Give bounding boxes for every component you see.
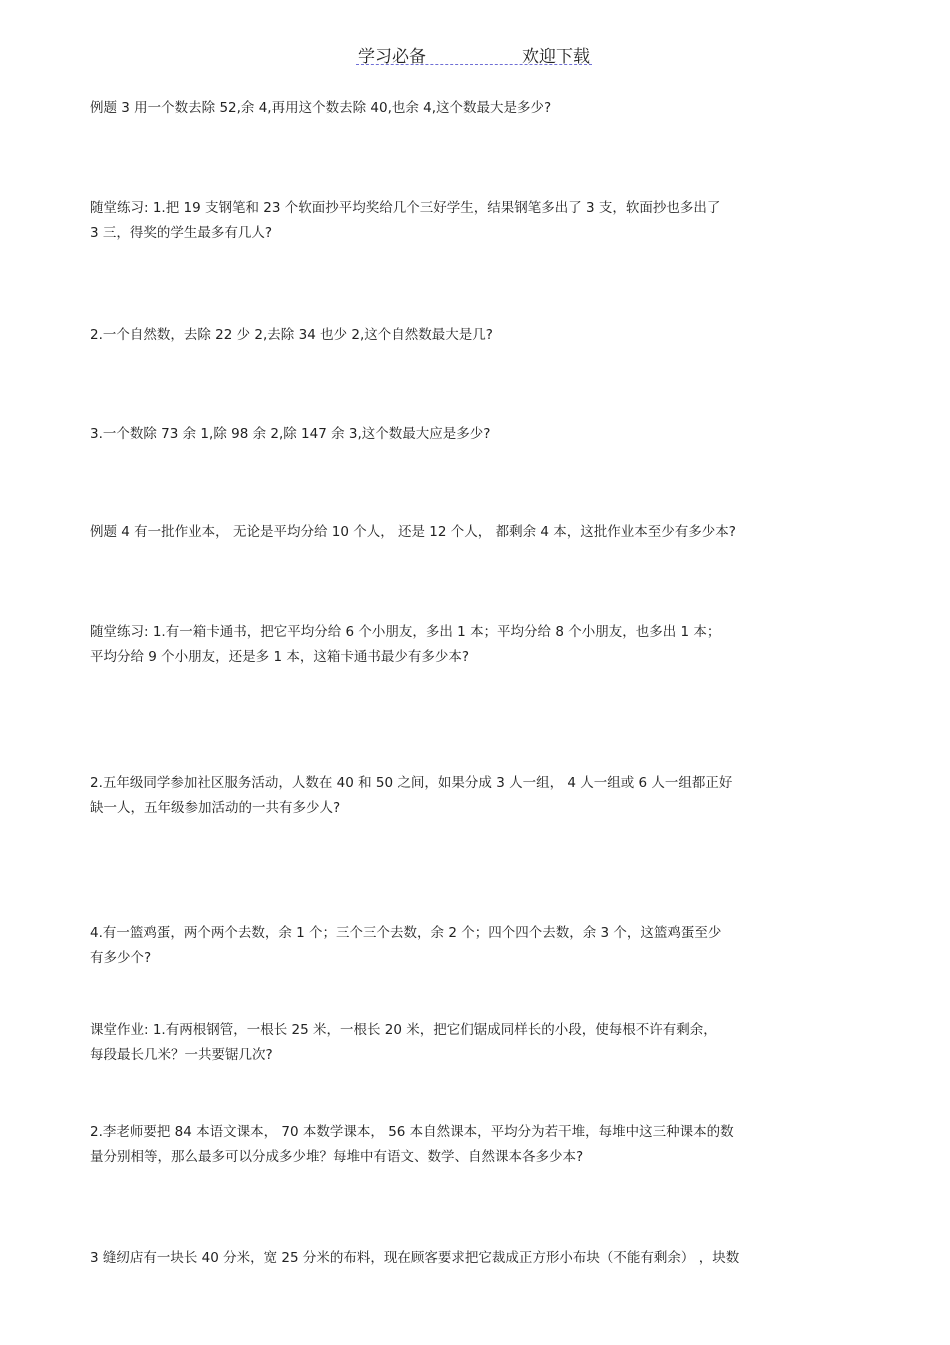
homework-2	[90, 1120, 860, 1170]
text-line: 课堂作业: 1.有两根钢管，一根长 25 米，一根长 20 米，把它们锯成同样长的小段，使每根不许有剩余，	[90, 1022, 717, 1038]
text-line: 缺一人，五年级参加活动的一共有多少人?	[90, 800, 341, 816]
text-line: 量分别相等，那么最多可以分成多少堆？每堆中有语文、数学、自然课本各多少本?	[90, 1149, 584, 1165]
text-line: 随堂练习: 1.把 19 支钢笔和 23 个软面抄平均奖给几个三好学生，结果钢笔多出了 3 支，软面抄也多出了	[90, 200, 721, 216]
text-line: 3 缝纫店有一块长 40 分米，宽 25 分米的布料，现在顾客要求把它裁成正方形小布块（不能有剩余） ，块数	[90, 1250, 740, 1266]
text-line: 4.有一篮鸡蛋，两个两个去数，余 1 个；三个三个去数，余 2 个；四个四个去数，余 3 个，这篮鸡蛋至少	[90, 925, 722, 941]
text-line: 随堂练习: 1.有一箱卡通书，把它平均分给 6 个小朋友，多出 1 本；平均分给 8 个小朋友，也多出 1 本；	[90, 624, 721, 640]
text-line: 每段最长几米？一共要锯几次?	[90, 1047, 273, 1063]
homework-1	[90, 1018, 860, 1068]
text-line: 2.一个自然数，去除 22 少 2,去除 34 也少 2,这个自然数最大是几?	[90, 327, 493, 343]
practice-4-2	[90, 771, 860, 821]
header-left-text: 学习必备	[358, 47, 426, 67]
text-line: 例题 3 用一个数去除 52,余 4,再用这个数去除 40,也余 4,这个数最大是多少?	[90, 100, 552, 116]
text-line: 2.李老师要把 84 本语文课本， 70 本数学课本， 56 本自然课本，平均分为若干堆，每堆中这三种课本的数	[90, 1124, 734, 1140]
practice-1	[90, 196, 860, 246]
text-line: 有多少个?	[90, 950, 152, 966]
practice-2	[90, 323, 860, 348]
text-line: 3.一个数除 73 余 1,除 98 余 2,除 147 余 3,这个数最大应是多少?	[90, 426, 491, 442]
practice-4-1	[90, 620, 860, 670]
homework-3	[90, 1246, 860, 1271]
practice-3	[90, 422, 860, 447]
practice-4-4	[90, 921, 860, 971]
page-header	[356, 40, 592, 65]
header-right-text: 欢迎下载	[522, 47, 590, 67]
example-3	[90, 96, 860, 121]
text-line: 2.五年级同学参加社区服务活动，人数在 40 和 50 之间，如果分成 3 人一组， 4 人一组或 6 人一组都正好	[90, 775, 733, 791]
text-line: 平均分给 9 个小朋友，还是多 1 本，这箱卡通书最少有多少本?	[90, 649, 470, 665]
example-4	[90, 520, 860, 545]
text-line: 例题 4 有一批作业本， 无论是平均分给 10 个人， 还是 12 个人， 都剩余 4 本，这批作业本至少有多少本?	[90, 524, 736, 540]
text-line: 3 三，得奖的学生最多有几人?	[90, 225, 273, 241]
